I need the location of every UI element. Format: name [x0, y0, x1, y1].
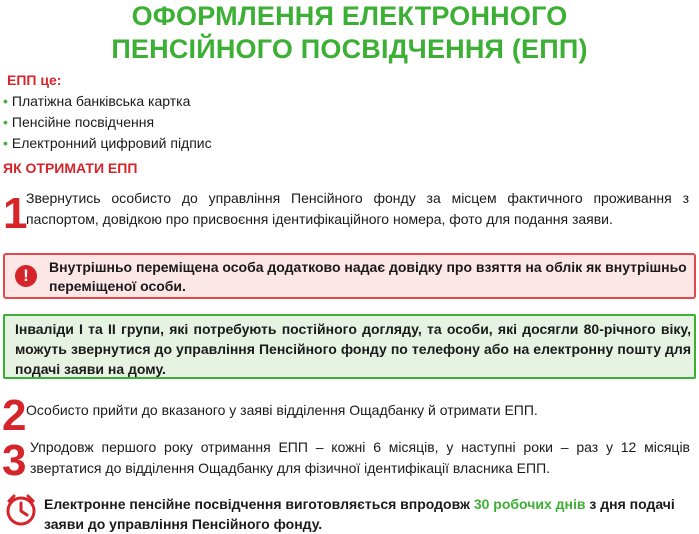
info-text: Інваліди І та ІІ групи, які потребують постійного догляду, та особи, які досягли 80-річного віку, можуть звернутися до управління Пенсійного фонду по телефону або на електронну пошту для подачі заяви на дому. — [15, 321, 691, 377]
final-note-text-end: з дня подачі заяви до управління Пенсійного фонду. — [44, 496, 675, 532]
exclamation-circle-icon: ! — [15, 265, 37, 287]
final-note — [44, 494, 684, 534]
list-item — [3, 91, 212, 112]
epp-list — [3, 91, 212, 154]
bullet-dot-icon: • — [3, 93, 8, 109]
info-box — [3, 314, 696, 379]
how-to-get-heading: ЯК ОТРИМАТИ ЕПП — [3, 160, 138, 176]
list-item-label: Електронний цифровий підпис — [11, 135, 212, 151]
bullet-dot-icon: • — [3, 135, 8, 151]
bullet-dot-icon: • — [3, 114, 8, 130]
step-text: Особисто прийти до вказаного у заяві відділення Ощадбанку й отримати ЕПП. — [26, 402, 538, 418]
page-title — [0, 0, 699, 66]
list-item — [3, 133, 212, 154]
title-line-1: ОФОРМЛЕННЯ ЕЛЕКТРОННОГО — [131, 1, 568, 31]
final-note-text: Електронне пенсійне посвідчення виготовляється впродовж — [44, 496, 474, 512]
highlight-days: 30 робочих днів — [473, 496, 586, 512]
clock-icon — [4, 493, 38, 527]
step-number: 1 — [3, 189, 28, 238]
step-number: 3 — [2, 436, 27, 485]
list-item-label: Пенсійне посвідчення — [11, 114, 155, 130]
step-text: Звернутись особисто до управління Пенсійного фонду за місцем фактичного проживання з паспортом, довідкою про присвоєння ідентифікаційного номера, фото для подання заяви. — [26, 190, 689, 227]
step-number: 2 — [2, 391, 27, 440]
warning-text: Внутрішньо переміщена особа додатково надає довідку про взяття на облік як внутрішньо переміщеної особи. — [49, 259, 687, 294]
list-item — [3, 112, 212, 133]
warning-box — [3, 253, 696, 299]
epp-heading: ЕПП це: — [7, 72, 62, 88]
list-item-label: Платіжна банківська картка — [11, 93, 191, 109]
step-text: Упродовж першого року отримання ЕПП – кожні 6 місяців, у наступні роки – раз у 12 місяців звертатися до відділення Ощадбанку для фізичної ідентифікації власника ЕПП. — [30, 439, 690, 476]
title-line-2: ПЕНСІЙНОГО ПОСВІДЧЕННЯ (ЕПП) — [111, 34, 588, 64]
